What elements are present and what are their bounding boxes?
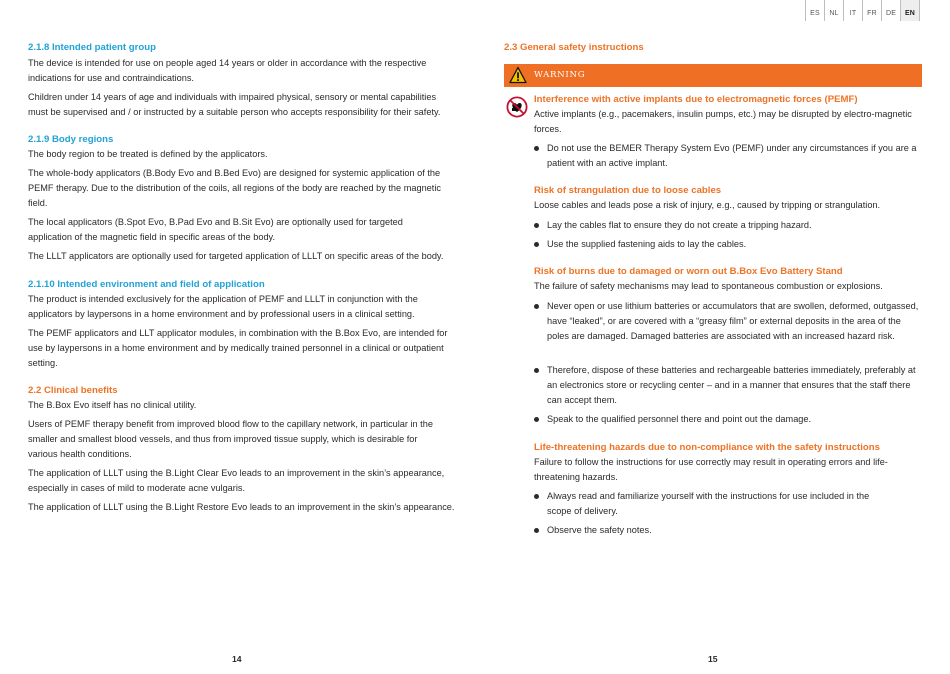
paragraph: The device is intended for use on people aged 14 years or older in accordance with the respective indications for use and contraindications. xyxy=(28,58,427,83)
warning-banner xyxy=(504,64,922,87)
paragraph: Active implants (e.g., pacemakers, insulin pumps, etc.) may be disrupted by electro-magnetic forces. xyxy=(534,109,912,134)
paragraph: The local applicators (B.Spot Evo, B.Pad Evo and B.Sit Evo) are optionally used for targeted application of the magnetic field in specific areas of the body. xyxy=(28,217,403,242)
language-tabs xyxy=(805,0,920,21)
paragraph: Loose cables and leads pose a risk of injury, e.g., caused by tripping or strangulation. xyxy=(534,200,881,210)
bullet-dot xyxy=(534,494,539,499)
heading-strangulation: Risk of strangulation due to loose cables xyxy=(534,185,722,196)
paragraph: The PEMF applicators and LLT applicator modules, in combination with the B.Box Evo, are intended for use by laypersons in a home environment and by medically trained personnel in a clinical or outpatient setting. xyxy=(28,328,448,368)
warning-triangle-icon xyxy=(509,66,527,84)
heading-active-implants: Interference with active implants due to electromagnetic forces (PEMF) xyxy=(534,94,858,105)
heading-burns-battery: Risk of burns due to damaged or worn out B.Box Evo Battery Stand xyxy=(534,266,843,277)
paragraph: The whole-body applicators (B.Body Evo and B.Bed Evo) are designed for systemic application of the PEMF therapy. Due to the distribution of the coils, all regions of the body are reached by the magnetic field. xyxy=(28,168,441,208)
list-item: Speak to the qualified personnel there and point out the damage. xyxy=(534,412,922,427)
paragraph: Children under 14 years of age and individuals with impaired physical, sensory or mental capabilities must be supervised and / or instructed by a suitable person who accepts responsibility for their safety. xyxy=(28,92,441,117)
paragraph: Failure to follow the instructions for use correctly may result in operating errors and life-threatening hazards. xyxy=(534,457,888,482)
lang-tab-en[interactable]: EN xyxy=(901,0,920,21)
no-active-implants-icon xyxy=(506,96,528,118)
paragraph: The body region to be treated is defined by the applicators. xyxy=(28,149,268,159)
lang-tab-de[interactable]: DE xyxy=(882,0,901,21)
heading-body-regions: 2.1.9 Body regions xyxy=(28,134,114,145)
bullet-dot xyxy=(534,304,539,309)
paragraph: The failure of safety mechanisms may lead to spontaneous combustion or explosions. xyxy=(534,281,883,291)
paragraph: Users of PEMF therapy benefit from improved blood flow to the capillary network, in particular in the smaller and smallest blood vessels, and thus from improved tissue supply, which is desirable for various health conditions. xyxy=(28,419,433,459)
page-number: 14 xyxy=(232,654,242,664)
list-item: Use the supplied fastening aids to lay the cables. xyxy=(534,237,922,252)
bullet-dot xyxy=(534,146,539,151)
paragraph: The application of LLLT using the B.Light Clear Evo leads to an improvement in the skin’s appearance, especially in cases of mild to moderate acne vulgaris. xyxy=(28,468,445,493)
list-item: Therefore, dispose of these batteries and rechargeable batteries immediately, preferably at an electronics store or recycling center – and in a manner that ensures that the staff there can accept them. xyxy=(534,363,922,407)
list-item: Do not use the BEMER Therapy System Evo (PEMF) under any circumstances if you are a patient with an active implant. xyxy=(534,141,922,171)
warning-label: WARNING xyxy=(534,70,586,80)
bullet-dot xyxy=(534,417,539,422)
lang-tab-nl[interactable]: NL xyxy=(825,0,844,21)
heading-general-safety: 2.3 General safety instructions xyxy=(504,42,644,53)
lang-tab-it[interactable]: IT xyxy=(844,0,863,21)
heading-intended-environment: 2.1.10 Intended environment and field of application xyxy=(28,279,265,290)
list-item: Lay the cables flat to ensure they do not create a tripping hazard. xyxy=(534,218,922,233)
heading-intended-patient-group: 2.1.8 Intended patient group xyxy=(28,42,156,53)
bullet-dot xyxy=(534,368,539,373)
page-number: 15 xyxy=(708,654,718,664)
paragraph: The application of LLLT using the B.Light Restore Evo leads to an improvement in the skin’s appearance. xyxy=(28,502,455,512)
lang-tab-fr[interactable]: FR xyxy=(863,0,882,21)
paragraph: The product is intended exclusively for the application of PEMF and LLLT in conjunction with the applicators by laypersons in a home environment and by professional users in a clinical setting. xyxy=(28,294,418,319)
list-item: Always read and familiarize yourself with the instructions for use included in the scope of delivery. xyxy=(534,489,889,519)
paragraph: The B.Box Evo itself has no clinical utility. xyxy=(28,400,197,410)
bullet-dot xyxy=(534,242,539,247)
paragraph: The LLLT applicators are optionally used for targeted application of LLLT on specific areas of the body. xyxy=(28,251,444,261)
bullet-dot xyxy=(534,528,539,533)
lang-tab-es[interactable]: ES xyxy=(806,0,825,21)
list-item: Never open or use lithium batteries or accumulators that are swollen, deformed, outgassed, have “leaked”, or are covered with a “greasy film” or external deposits in the area of the poles are damaged. Damaged batteries are associated with an increased hazard risk. xyxy=(534,299,922,343)
heading-life-threatening: Life-threatening hazards due to non-compliance with the safety instructions xyxy=(534,442,880,453)
bullet-dot xyxy=(534,223,539,228)
list-item: Observe the safety notes. xyxy=(534,523,922,538)
heading-clinical-benefits: 2.2 Clinical benefits xyxy=(28,385,118,396)
